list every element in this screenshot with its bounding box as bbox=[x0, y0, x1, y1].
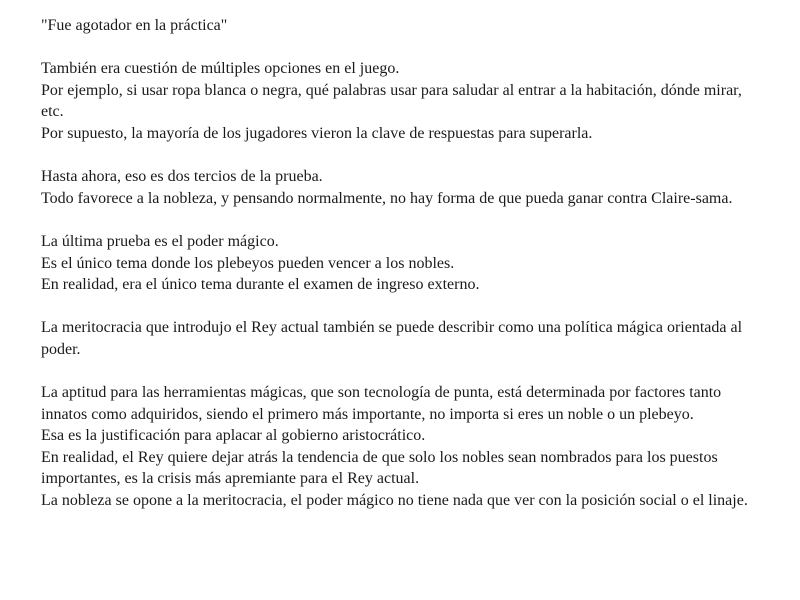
text-line: Por supuesto, la mayoría de los jugadores vieron la clave de respuestas para superarla. bbox=[41, 124, 593, 142]
text-line: Esa es la justificación para aplacar al gobierno aristocrático. bbox=[41, 427, 426, 445]
text-line: "Fue agotador en la práctica" bbox=[41, 17, 228, 34]
text-line: Es el único tema donde los plebeyos pueden vencer a los nobles. bbox=[41, 254, 455, 272]
paragraph-aptitude bbox=[41, 382, 760, 512]
text-line: La última prueba es el poder mágico. bbox=[41, 232, 279, 250]
text-line: La nobleza se opone a la meritocracia, el poder mágico no tiene nada que ver con la posición social o el linaje. bbox=[41, 492, 748, 510]
text-line: Por ejemplo, si usar ropa blanca o negra, qué palabras usar para saludar al entrar a la habitación, dónde mirar, etc. bbox=[41, 81, 742, 121]
text-line: En realidad, era el único tema durante el examen de ingreso externo. bbox=[41, 276, 480, 294]
paragraph-meritocracy bbox=[41, 317, 760, 360]
text-line: Todo favorece a la nobleza, y pensando normalmente, no hay forma de que pueda ganar contra Claire-sama. bbox=[41, 189, 733, 207]
text-line: También era cuestión de múltiples opciones en el juego. bbox=[41, 60, 400, 78]
paragraph-two-thirds bbox=[41, 166, 760, 209]
paragraph-options bbox=[41, 58, 760, 144]
text-line: Hasta ahora, eso es dos tercios de la prueba. bbox=[41, 168, 323, 186]
paragraph-quote bbox=[41, 15, 760, 37]
text-line: La aptitud para las herramientas mágicas, que son tecnología de punta, está determinada por factores tanto innatos como adquiridos, siendo el primero más importante, no importa si eres un noble o un plebeyo. bbox=[41, 384, 722, 423]
text-line: La meritocracia que introdujo el Rey actual también se puede describir como una política mágica orientada al poder. bbox=[41, 319, 743, 358]
paragraph-magic-test bbox=[41, 231, 760, 296]
text-line: En realidad, el Rey quiere dejar atrás la tendencia de que solo los nobles sean nombrados para los puestos importantes, es la crisis más apremiante para el Rey actual. bbox=[41, 448, 718, 488]
